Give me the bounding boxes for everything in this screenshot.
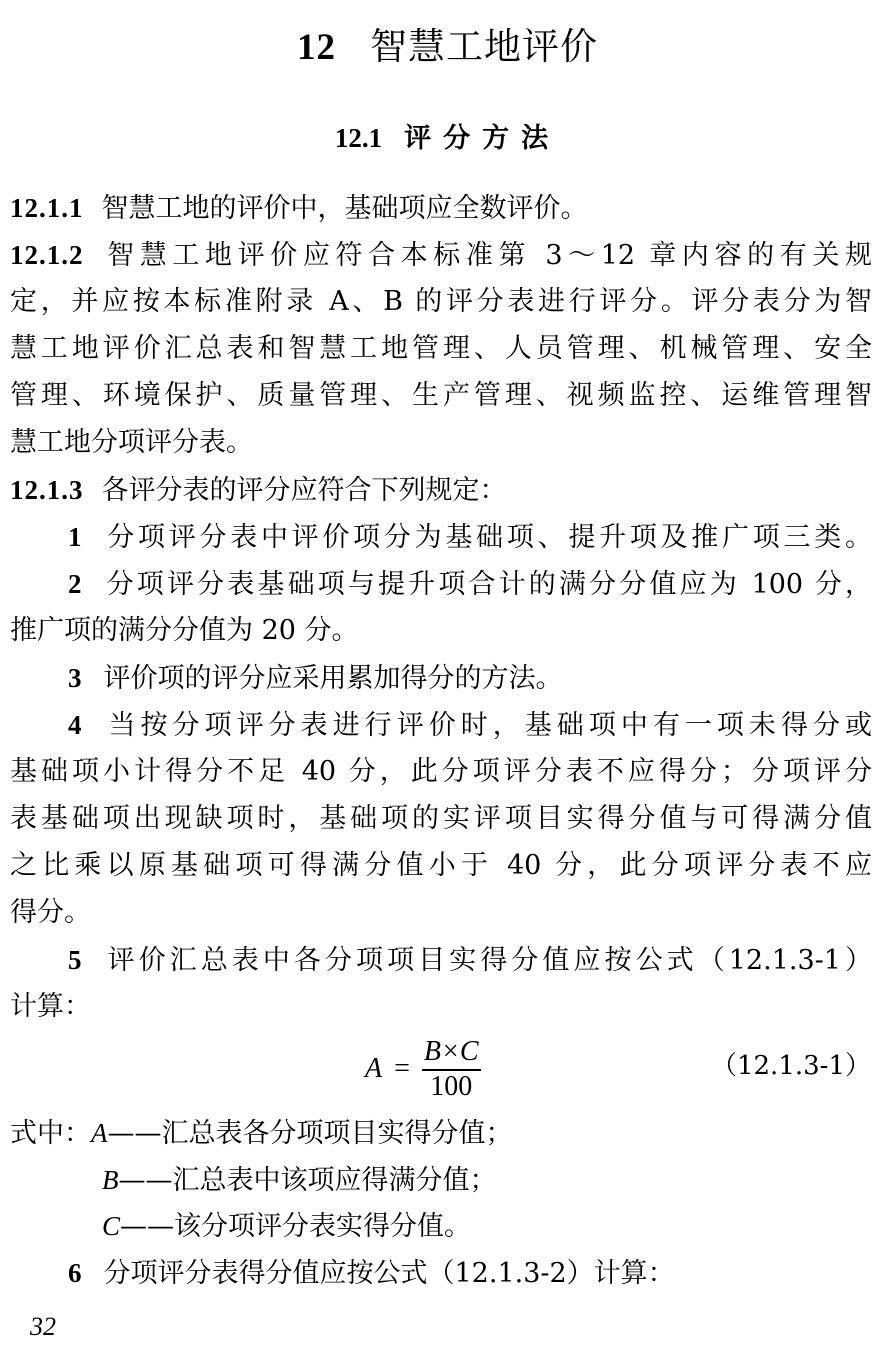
item-text: 分项评分表中评价项分为基础项、提升项及推广项三类。 xyxy=(103,522,872,553)
item-text-line: 计算： xyxy=(10,991,91,1022)
item-number: 3 xyxy=(68,663,82,693)
formula-numerator: B×C xyxy=(422,1036,481,1071)
item-number: 1 xyxy=(68,522,82,552)
clause-text-line: 慧工地分项评分表。 xyxy=(10,427,253,458)
clause-text-line: 定，并应按本标准附录 A、B 的评分表进行评分。评分表分为智 xyxy=(10,286,872,317)
item-4 xyxy=(68,705,872,746)
section-title-text: 评分方法 xyxy=(404,123,561,154)
symbol-a: A xyxy=(91,1118,108,1148)
item-text: 分项评分表得分值应按公式（12.1.3-2）计算： xyxy=(103,1258,675,1289)
item-text-line: 之比乘以原基础项可得满分值小于 40 分，此分项评分表不应 xyxy=(10,850,872,881)
formula-equals: = xyxy=(394,1053,410,1084)
symbol-c: C xyxy=(102,1211,121,1241)
where-definition-a xyxy=(10,1113,513,1154)
clause-12-1-2 xyxy=(10,235,872,276)
item-text-line: 表基础项出现缺项时，基础项的实评项目实得分值与可得满分值 xyxy=(10,803,872,834)
clause-text-line: 慧工地评价汇总表和智慧工地管理、人员管理、机械管理、安全 xyxy=(10,333,872,364)
item-1 xyxy=(68,517,872,558)
item-text-line: 得分。 xyxy=(10,897,91,928)
clause-text-line: 管理、环境保护、质量管理、生产管理、视频监控、运维管理智 xyxy=(10,380,872,411)
definition-text: 汇总表中该项应得满分值； xyxy=(172,1165,497,1196)
item-number: 5 xyxy=(68,945,82,975)
item-text: 分项评分表基础项与提升项合计的满分分值应为 100 分， xyxy=(103,569,872,600)
item-6 xyxy=(68,1253,872,1294)
clause-12-1-1 xyxy=(10,188,872,229)
dash: —— xyxy=(118,1165,173,1196)
formula-label: （12.1.3-1） xyxy=(710,1051,871,1081)
page-number: 32 xyxy=(30,1312,56,1341)
where-definition-b xyxy=(102,1160,497,1201)
item-text-line: 基础项小计得分不足 40 分，此分项评分表不应得分；分项评分 xyxy=(10,756,872,787)
clause-number: 12.1.2 xyxy=(10,240,84,270)
section-title xyxy=(0,118,895,159)
formula-fraction xyxy=(422,1036,481,1103)
chapter-number: 12 xyxy=(297,27,336,68)
item-number: 6 xyxy=(68,1258,82,1288)
item-number: 2 xyxy=(68,569,82,599)
definition-text: 该分项评分表实得分值。 xyxy=(174,1211,472,1242)
clause-12-1-3 xyxy=(10,470,872,511)
item-number: 4 xyxy=(68,710,82,740)
formula-12-1-3-1 xyxy=(365,1034,481,1104)
item-text-line: 推广项的满分分值为 20 分。 xyxy=(10,615,359,646)
clause-text: 智慧工地的评价中，基础项应全数评价。 xyxy=(101,193,588,224)
section-number: 12.1 xyxy=(334,123,383,153)
definition-text: 汇总表各分项项目实得分值； xyxy=(161,1118,513,1149)
clause-text: 智慧工地评价应符合本标准第 3～12 章内容的有关规 xyxy=(101,240,872,271)
item-3 xyxy=(68,658,872,699)
chapter-title-text: 智慧工地评价 xyxy=(370,25,598,68)
symbol-b: B xyxy=(102,1165,119,1195)
chapter-title xyxy=(0,22,895,73)
item-text: 当按分项评分表进行评价时，基础项中有一项未得分或 xyxy=(103,710,872,741)
clause-text: 各评分表的评分应符合下列规定： xyxy=(101,475,507,506)
clause-number: 12.1.1 xyxy=(10,193,84,223)
where-prefix: 式中： xyxy=(10,1118,91,1149)
item-2 xyxy=(68,564,872,605)
dash: —— xyxy=(120,1211,175,1242)
where-definition-c xyxy=(102,1206,471,1247)
formula-denominator: 100 xyxy=(430,1070,473,1102)
item-text: 评价汇总表中各分项项目实得分值应按公式（12.1.3-1） xyxy=(103,945,872,976)
clause-number: 12.1.3 xyxy=(10,475,84,505)
dash: —— xyxy=(107,1118,162,1149)
item-text: 评价项的评分应采用累加得分的方法。 xyxy=(103,663,563,694)
item-5 xyxy=(68,940,872,981)
formula-lhs: A xyxy=(365,1053,383,1084)
